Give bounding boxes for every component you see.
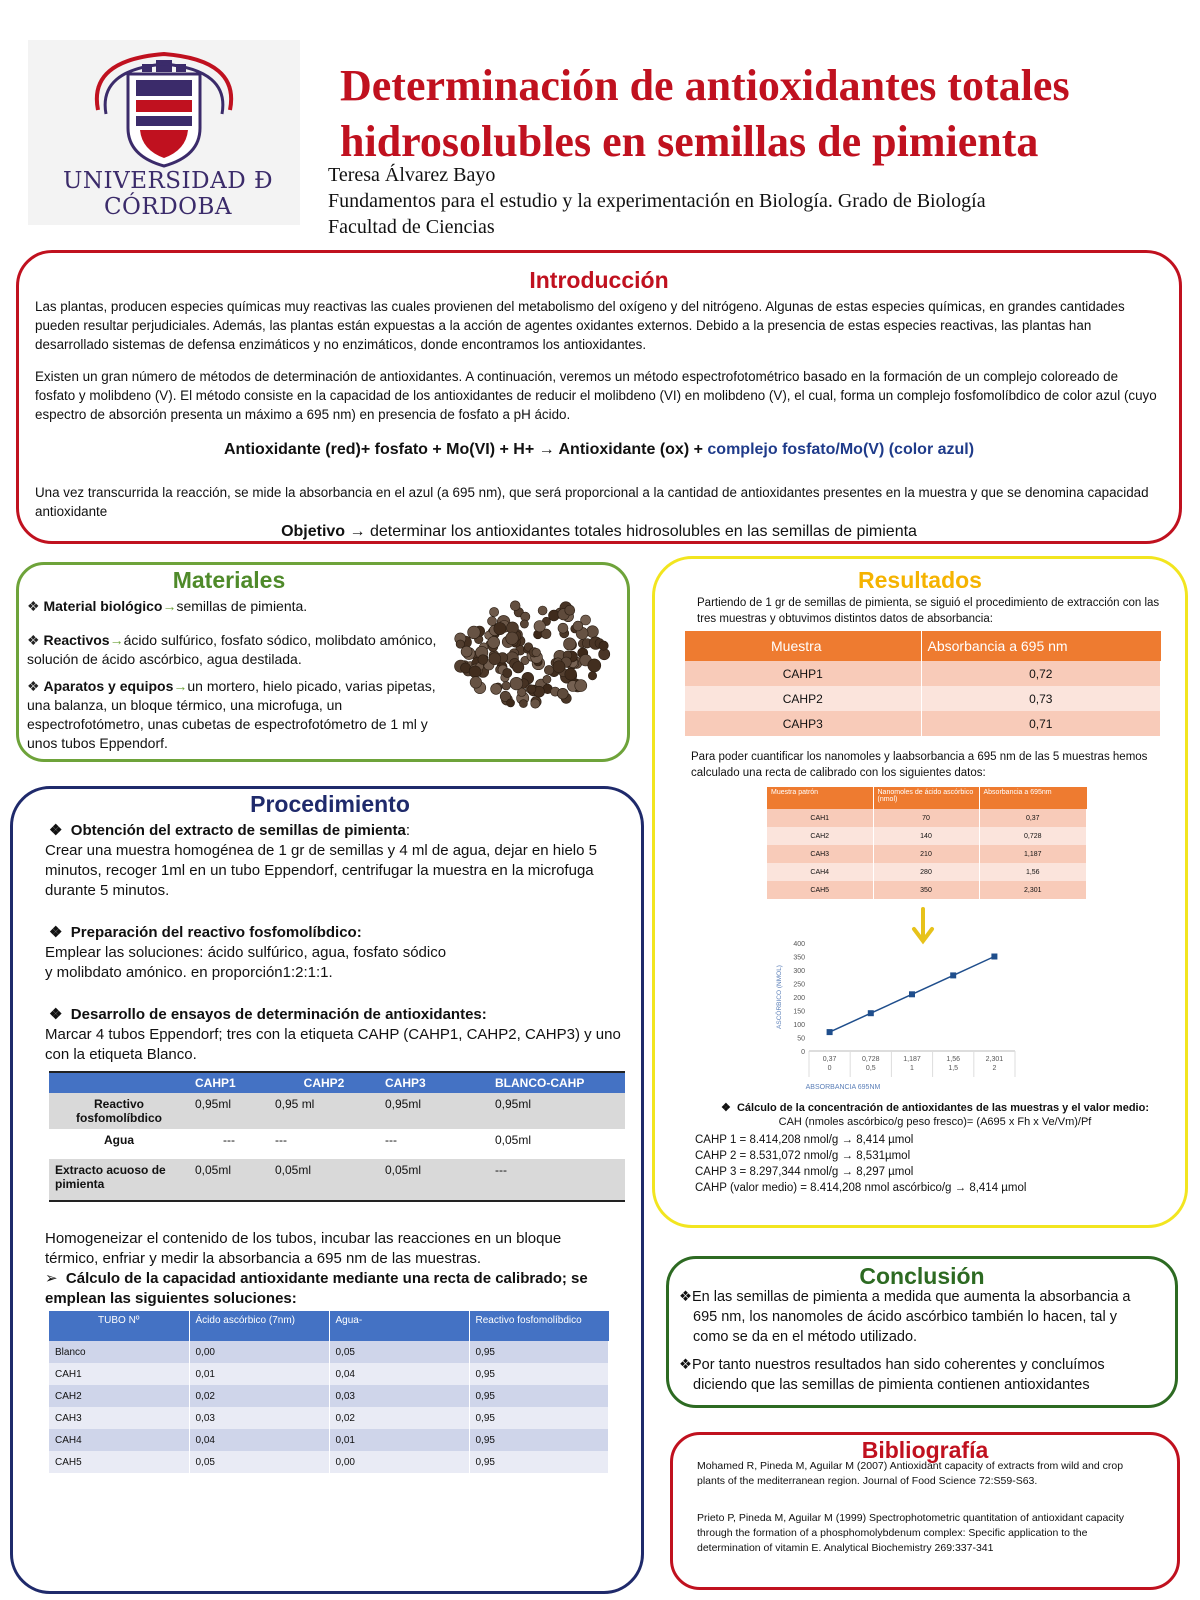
table-cell: CAHP3 xyxy=(685,711,921,736)
table-cell: 0,00 xyxy=(329,1451,469,1473)
pepper-seed xyxy=(510,677,523,690)
calibration-solutions-table xyxy=(49,1311,609,1473)
table-row xyxy=(767,863,1087,881)
procedure-step-1-text: Crear una muestra homogénea de 1 gr de semillas y 4 ml de agua, dejar en hielo 5 minutos, recoger 1ml en un tubo Eppendorf, centrifugar la muestra en la microfuga durante 5 minutos. xyxy=(45,842,597,899)
bibliography-title: Bibliografía xyxy=(861,1437,989,1463)
author: Teresa Álvarez Bayo xyxy=(328,164,496,186)
materials-item-biological xyxy=(27,597,447,616)
table-cell: 210 xyxy=(873,845,979,863)
pepper-seed xyxy=(575,680,587,692)
table-header-cell: Muestra xyxy=(685,631,921,661)
course: Fundamentos para el estudio y la experimentación en Biología. Grado de Biología xyxy=(328,190,986,212)
x-tick-label: 0 xyxy=(827,1065,832,1072)
pepper-seed xyxy=(565,668,577,680)
y-tick-label: 200 xyxy=(793,995,805,1002)
table-cell: CAH4 xyxy=(767,863,873,881)
table-cell: 0,02 xyxy=(329,1407,469,1429)
table-cell: 0,95 ml xyxy=(275,1097,315,1111)
table-cell: Extracto acuoso de pimienta xyxy=(55,1163,166,1191)
table-header-row xyxy=(49,1311,609,1341)
calc-line: CAHP 1 = 8.414,208 nmol/g → 8,414 µmol xyxy=(695,1134,914,1146)
table-header-cell: CAHP3 xyxy=(385,1076,426,1090)
pepper-seed xyxy=(507,699,515,707)
table-row xyxy=(49,1385,609,1407)
table-cell: CAH2 xyxy=(49,1385,189,1407)
table-cell: CAH5 xyxy=(49,1451,189,1473)
calibration-table xyxy=(767,787,1087,899)
diamond-bullet-icon: ❖ xyxy=(679,1357,692,1373)
pepper-seed xyxy=(502,682,510,690)
table-cell: 0,05ml xyxy=(195,1163,232,1177)
table-row xyxy=(767,827,1087,845)
table-cell: CAH5 xyxy=(767,881,873,899)
pepper-seed xyxy=(520,620,528,628)
x-tick-label: 0,5 xyxy=(865,1065,876,1072)
pepper-seed xyxy=(573,621,583,631)
table-row xyxy=(685,686,1161,711)
table-cell: 0,05ml xyxy=(495,1133,532,1147)
pepper-seed xyxy=(469,666,481,678)
y-tick-label: 0 xyxy=(801,1049,805,1056)
table-row xyxy=(49,1429,609,1451)
table-cell: 0,01 xyxy=(329,1429,469,1451)
table-cell: CAH1 xyxy=(49,1363,189,1385)
pepper-seed xyxy=(558,623,568,633)
x-tick-label: 0,37 xyxy=(822,1056,837,1063)
pepper-seed xyxy=(553,661,565,673)
table-header-cell xyxy=(49,1072,189,1093)
table-cell: CAH3 xyxy=(767,845,873,863)
pepper-seed xyxy=(531,699,540,708)
table-cell: 350 xyxy=(873,881,979,899)
university-logo xyxy=(28,40,300,225)
table-cell: 0,728 xyxy=(979,827,1087,845)
table-cell: 0,95 xyxy=(469,1429,609,1451)
bibliography-reference-2: Prieto P, Pineda M, Aguilar M (1999) Spectrophotometric quantitation of antioxidant capacity through the formation of a phosphomolybdenum complex: Specific application to the determination of vitamin E. Analytical Biochemistry 269:337-341 xyxy=(697,1512,1125,1554)
introduction-title: Introducción xyxy=(529,267,669,293)
diamond-bullet-icon: ❖ xyxy=(679,1289,692,1305)
introduction-paragraph-1: Las plantas, producen especies químicas muy reactivas las cuales provienen del metabolismo del oxígeno y del nitrógeno. Algunas de estas especies químicas, en grandes cantidades pueden resultar perjudiciales. Además, las plantas están expuestas a la acción de agentes oxidantes externos. Debido a la presencia de estas especies reactivas, las plantas han desarrollado sistemas de defensa enzimáticos y no enzimáticos, donde encontramos los antioxidantes. xyxy=(35,299,1125,352)
table-cell: 0,05 xyxy=(189,1451,329,1473)
table-cell: 0,37 xyxy=(979,809,1087,827)
pepper-seed xyxy=(564,638,576,650)
data-point xyxy=(991,954,997,960)
table-cell: 0,95ml xyxy=(495,1097,532,1111)
absorbance-table xyxy=(685,631,1161,736)
procedure-step-3-text: Marcar 4 tubos Eppendorf; tres con la etiqueta CAHP (CAHP1, CAHP2, CAHP3) y uno con la etiqueta Blanco. xyxy=(45,1026,621,1063)
table-cell: 0,04 xyxy=(329,1363,469,1385)
pepper-seed xyxy=(488,617,497,626)
logo-text: UNIVERSIDAD Ð CÓRDOBA xyxy=(62,168,274,220)
table-cell: CAH3 xyxy=(49,1407,189,1429)
pepper-seed xyxy=(543,675,551,683)
diamond-bullet-icon: ❖ xyxy=(49,924,71,941)
table-header-cell: Ácido ascórbico (7nm) xyxy=(189,1311,329,1341)
pepper-seed xyxy=(599,641,608,650)
pepper-seed xyxy=(544,665,553,674)
materials-item-reagents xyxy=(27,631,447,669)
calc-line: CAHP 3 = 8.297,344 nmol/g → 8,297 µmol xyxy=(695,1166,914,1178)
table-cell: Agua xyxy=(104,1133,134,1147)
table-cell: 0,95ml xyxy=(195,1097,232,1111)
faculty: Facultad de Ciencias xyxy=(328,216,495,238)
y-tick-label: 350 xyxy=(793,954,805,962)
materials-item-text: ácido sulfúrico, fosfato sódico, molibdato amónico, solución de ácido ascórbico, agua destilada. xyxy=(27,632,437,667)
tubes-table xyxy=(49,1071,625,1202)
poster-title xyxy=(340,58,1160,170)
table-header-cell: Absorbancia a 695 nm xyxy=(921,631,1161,661)
data-point xyxy=(909,991,915,997)
table-cell: 0,95 xyxy=(469,1363,609,1385)
table-cell: Blanco xyxy=(49,1341,189,1363)
x-tick-label: 0,728 xyxy=(862,1056,880,1063)
table-cell: --- xyxy=(385,1133,397,1147)
bibliography-section xyxy=(670,1432,1180,1590)
table-header-row xyxy=(685,631,1161,661)
table-row xyxy=(49,1159,625,1201)
table-cell: CAHP2 xyxy=(685,686,921,711)
data-point xyxy=(950,972,956,978)
table-cell: 140 xyxy=(873,827,979,845)
x-tick-label: 1,5 xyxy=(948,1065,959,1072)
table-cell: 2,301 xyxy=(979,881,1087,899)
x-tick-label: 2,301 xyxy=(985,1056,1004,1063)
table-cell: 0,95 xyxy=(469,1407,609,1429)
diamond-bullet-icon: ❖ xyxy=(49,1006,71,1023)
results-intro: Partiendo de 1 gr de semillas de pimienta, se siguió el procedimiento de extracción con las tres muestras y obtuvimos distintos datos de absorbancia: xyxy=(697,597,1160,625)
table-cell: 0,05 xyxy=(329,1341,469,1363)
table-cell: 0,03 xyxy=(329,1385,469,1407)
arrow-right-icon: ➢ xyxy=(45,1270,66,1287)
table-cell: CAH1 xyxy=(767,809,873,827)
pepper-seed xyxy=(470,677,482,689)
table-cell: 0,01 xyxy=(189,1363,329,1385)
calibration-chart xyxy=(769,935,1029,1091)
title-line-2: hidrosolubles en semillas de pimienta xyxy=(340,117,1039,166)
pepper-seeds-image xyxy=(449,583,614,723)
pepper-seed xyxy=(513,662,524,673)
table-header-cell: Nanomoles de ácido ascórbico (nmol) xyxy=(873,787,979,809)
table-cell: --- xyxy=(495,1163,507,1177)
diamond-bullet-icon: ❖ xyxy=(720,1102,737,1114)
pepper-seed xyxy=(565,605,575,615)
table-cell: 0,05ml xyxy=(275,1163,312,1177)
pepper-seed xyxy=(468,626,481,639)
pepper-seed xyxy=(503,668,512,677)
table-cell: 0,95 xyxy=(469,1341,609,1363)
table-cell: 0,03 xyxy=(189,1407,329,1429)
results-title: Resultados xyxy=(858,567,982,593)
table-cell: 0,72 xyxy=(921,661,1161,686)
data-point xyxy=(868,1010,874,1016)
x-axis-title: ABSORBANCIA 695NM xyxy=(805,1084,881,1091)
table-row xyxy=(685,711,1161,736)
table-cell: 0,73 xyxy=(921,686,1161,711)
diamond-bullet-icon: ❖ xyxy=(49,822,71,839)
materials-item-label: Aparatos y equipos xyxy=(43,678,174,694)
table-cell: 0,04 xyxy=(189,1429,329,1451)
table-row xyxy=(49,1341,609,1363)
conclusion-point-1: ❖En las semillas de pimienta a medida que aumenta la absorbancia a 695 nm, los nanomoles de ácido ascórbico también lo hacen, tal y como se da en el método utilizado. xyxy=(679,1289,1131,1345)
materials-title: Materiales xyxy=(172,567,286,593)
table-cell: --- xyxy=(223,1133,235,1147)
calc-title: ❖ Cálculo de la concentración de antioxidantes de las muestras y el valor medio: xyxy=(720,1102,1149,1114)
y-tick-label: 100 xyxy=(793,1022,805,1029)
pepper-seed xyxy=(549,610,560,621)
table-cell: 1,56 xyxy=(979,863,1087,881)
table-cell: 0,95ml xyxy=(385,1097,422,1111)
pepper-seed xyxy=(510,601,520,611)
pepper-seed xyxy=(588,672,596,680)
y-tick-label: 150 xyxy=(793,1008,805,1016)
y-tick-label: 250 xyxy=(793,981,805,989)
pepper-seed xyxy=(588,659,601,672)
materials-item-label: Reactivos xyxy=(43,632,110,648)
pepper-seed xyxy=(461,646,472,657)
table-row xyxy=(685,661,1161,686)
calc-formula: CAH (nmoles ascórbico/g peso fresco)= (A695 x Fh x Ve/Vm)/Pf xyxy=(778,1116,1092,1128)
x-tick-label: 1 xyxy=(910,1065,914,1072)
reaction-equation xyxy=(19,441,1179,459)
pepper-seed xyxy=(478,655,488,665)
table-cell: 0,95 xyxy=(469,1385,609,1407)
pepper-seed xyxy=(557,688,568,699)
pepper-seed xyxy=(489,653,501,665)
table-row xyxy=(49,1363,609,1385)
procedure-step-1-title: ❖ Obtención del extracto de semillas de pimienta: xyxy=(49,822,411,839)
pepper-seed xyxy=(587,626,599,638)
data-point xyxy=(827,1029,833,1035)
arrow-right-icon: → xyxy=(162,598,177,614)
table-cell: --- xyxy=(275,1133,287,1147)
results-section xyxy=(652,556,1188,1228)
conclusion-title: Conclusión xyxy=(859,1263,985,1289)
y-axis-title: ASCÓRBICO (NMOL) xyxy=(776,965,783,1029)
introduction-section xyxy=(16,250,1182,544)
equation-right: complejo fosfato/Mo(V) (color azul) xyxy=(707,441,975,458)
materials-item-equipment xyxy=(27,677,437,753)
table-cell: 70 xyxy=(873,809,979,827)
title-line-1: Determinación de antioxidantes totales xyxy=(340,61,1070,110)
table-header-row xyxy=(49,1072,625,1093)
diamond-bullet-icon: ❖ xyxy=(27,678,40,694)
table-row xyxy=(767,809,1087,827)
objective-label: Objetivo → xyxy=(281,523,366,540)
pepper-seed xyxy=(519,700,527,708)
x-tick-label: 2 xyxy=(992,1065,997,1072)
pepper-seed xyxy=(491,684,502,695)
table-row xyxy=(49,1407,609,1429)
introduction-paragraph-2: Existen un gran número de métodos de determinación de antioxidantes. A continuación, veremos un método espectrofotométrico basado en la formación de un complejo coloreado de fosfato y molibdeno (V). El método consiste en la capacidad de los antioxidantes de reducir el molibdeno (VI) en molibdeno (V), el cual, forma un complejo fosfomolíbdico de color azul (cuyo espectro de absorción presenta un máximo a 695 nm) en presencia de fosfato a pH ácido. xyxy=(35,369,1157,422)
objective xyxy=(19,523,1179,541)
conclusion-section xyxy=(666,1256,1178,1408)
table-header-cell: Absorbancia a 695nm xyxy=(979,787,1087,809)
equation-left: Antioxidante (red)+ fosfato + Mo(VI) + H+ → Antioxidante (ox) + xyxy=(223,441,703,458)
procedure-step-2-text-1: Emplear las soluciones: ácido sulfúrico, agua, fosfato sódico xyxy=(45,944,447,961)
calc-line: CAHP 2 = 8.531,072 nmol/g → 8,531µmol xyxy=(695,1150,911,1162)
x-tick-label: 1,56 xyxy=(946,1056,961,1063)
y-tick-label: 400 xyxy=(793,941,805,948)
table-cell: 0,02 xyxy=(189,1385,329,1407)
pepper-seed xyxy=(494,623,506,635)
pepper-seed xyxy=(490,607,499,616)
pepper-seed xyxy=(534,621,545,632)
table-header-cell: CAHP2 xyxy=(303,1076,345,1090)
objective-text: determinar los antioxidantes totales hidrosolubles en las semillas de pimienta xyxy=(369,523,917,540)
calc-results xyxy=(695,1132,1115,1196)
procedure-step-3-title: ❖ Desarrollo de ensayos de determinación de antioxidantes: xyxy=(49,1006,487,1023)
conclusion-point-2: ❖Por tanto nuestros resultados han sido coherentes y concluímos diciendo que las semillas de pimienta contienen antioxidantes xyxy=(679,1357,1105,1393)
procedure-section xyxy=(10,786,644,1594)
table-header-row xyxy=(767,787,1087,809)
table-cell: 0,71 xyxy=(921,711,1161,736)
bibliography-reference-1: Mohamed R, Pineda M, Aguilar M (2007) Antioxidant capacity of extracts from wild and crop plants of the mediterranean region. Journal of Food Science 72:S59-S63. xyxy=(697,1460,1124,1487)
arrow-right-icon: → xyxy=(109,632,124,648)
y-tick-label: 300 xyxy=(793,968,805,975)
table-cell: CAHP1 xyxy=(685,661,921,686)
table-header-cell: Muestra patrón xyxy=(767,787,873,809)
pepper-seed xyxy=(532,648,540,656)
table-cell: 1,187 xyxy=(979,845,1087,863)
diamond-bullet-icon: ❖ xyxy=(27,598,40,614)
x-tick-label: 1,187 xyxy=(903,1056,921,1063)
calc-line: CAHP (valor medio) = 8.414,208 nmol ascórbico/g → 8,414 µmol xyxy=(695,1182,1027,1194)
materials-item-text: un mortero, hielo picado, varias pipetas, una balanza, un bloque térmico, una microfuga, un espectrofotómetro, unas cubetas de espectrofotómetro de 1 ml y unos tubos Eppendorf. xyxy=(27,678,436,751)
pepper-seed xyxy=(488,636,500,648)
materials-section xyxy=(16,562,630,762)
procedure-step-2-title: ❖ Preparación del reactivo fosfomolíbdico: xyxy=(49,924,362,941)
introduction-paragraph-3: Una vez transcurrida la reacción, se mide la absorbancia en el azul (a 695 nm), que será proporcional a la cantidad de antioxidantes presentes en la muestra y que se denomina capacidad antioxidante xyxy=(35,485,1149,519)
table-header-cell: CAHP1 xyxy=(195,1076,236,1090)
table-row xyxy=(767,881,1087,899)
procedure-step-2-text-2: y molibdato amónico. en proporción1:2:1:1. xyxy=(45,964,333,981)
materials-item-label: Material biológico xyxy=(43,598,163,614)
pepper-seed xyxy=(528,685,536,693)
pepper-seed xyxy=(506,632,519,645)
y-tick-label: 50 xyxy=(797,1035,805,1043)
arrow-right-icon: → xyxy=(173,678,188,694)
diamond-bullet-icon: ❖ xyxy=(27,632,40,648)
procedure-step-4-text: Homogeneizar el contenido de los tubos, incubar las reacciones en un bloque térmico, enfriar y medir la absorbancia a 695 nm de las muestras. xyxy=(45,1230,562,1267)
table-cell: Reactivo fosfomolíbdico xyxy=(76,1097,162,1125)
table-cell: 0,95 xyxy=(469,1451,609,1473)
table-header-cell: Reactivo fosfomolíbdico xyxy=(469,1311,609,1341)
table-header-cell: BLANCO-CAHP xyxy=(495,1076,585,1090)
calibration-text: Para poder cuantificar los nanomoles y laabsorbancia a 695 nm de las 5 muestras hemos calculado una recta de calibrado con los siguientes datos: xyxy=(691,751,1148,779)
procedure-title: Procedimiento xyxy=(250,791,410,817)
table-row xyxy=(49,1093,625,1129)
table-cell: CAH2 xyxy=(767,827,873,845)
table-cell: 0,00 xyxy=(189,1341,329,1363)
procedure-step-5-title: ➢ Cálculo de la capacidad antioxidante mediante una recta de calibrado; se emplean las siguientes soluciones: xyxy=(45,1270,588,1307)
table-row xyxy=(767,845,1087,863)
table-cell: 0,05ml xyxy=(385,1163,422,1177)
materials-item-text: semillas de pimienta. xyxy=(176,598,308,614)
pepper-seed xyxy=(538,606,547,615)
table-header-cell: Agua- xyxy=(329,1311,469,1341)
table-cell: CAH4 xyxy=(49,1429,189,1451)
table-row xyxy=(49,1451,609,1473)
table-header-cell: TUBO Nº xyxy=(49,1311,189,1341)
table-row xyxy=(49,1129,625,1159)
table-cell: 280 xyxy=(873,863,979,881)
